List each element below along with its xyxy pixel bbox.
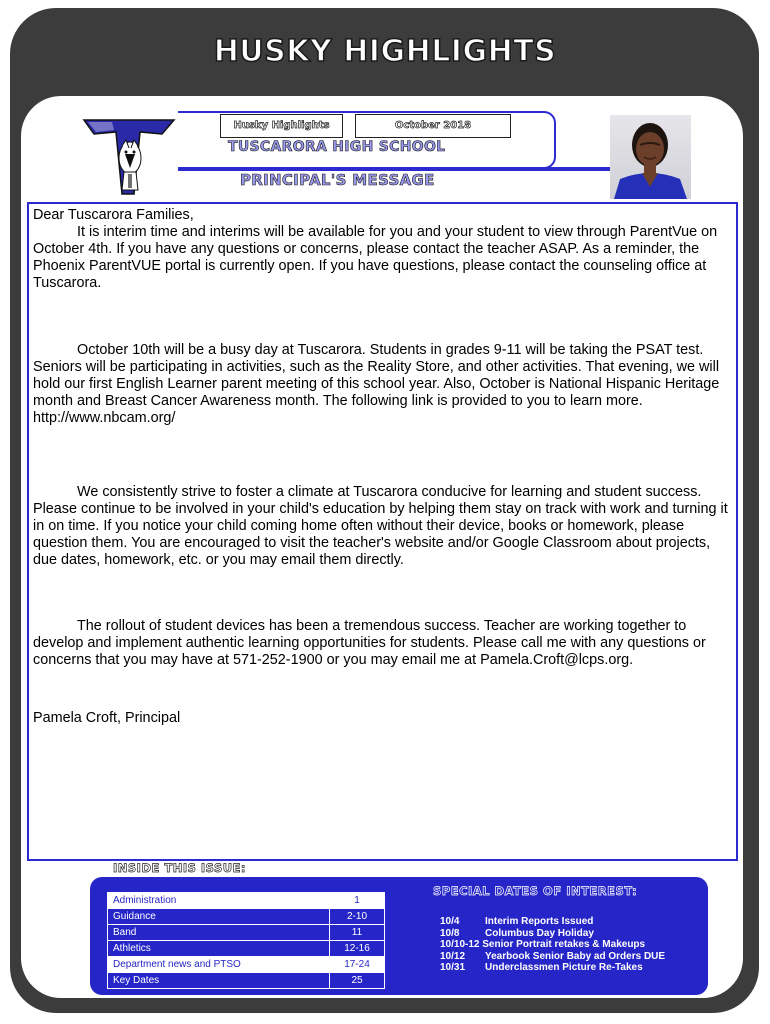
letter-paragraph-1: It is interim time and interims will be available for you and your student to view through ParentVue on October 4th. If you have any questions or concerns, please contact the teacher ASAP. As a reminder, the Phoenix ParentVUE portal is currently open. If you have questions, please contact the counseling office at Tuscarora.: [33, 224, 718, 291]
section-title: PRINCIPAL'S MESSAGE: [240, 171, 435, 189]
toc-item-page: 25: [330, 973, 385, 989]
date-value: 10/4: [440, 916, 460, 927]
toc-item-page: 12-16: [330, 941, 385, 957]
table-row: [108, 941, 385, 957]
principal-letter: [33, 207, 735, 727]
letter-paragraph-4: The rollout of student devices has been a tremendous success. Teacher are working together to develop and implement authentic learning opportunities for students. Please call me with any questions or concerns that you may have at 571-252-1900 or you may email me at Pamela.Croft@lcps.org.: [33, 618, 706, 668]
table-row: [108, 909, 385, 925]
toc-item-name: Key Dates: [108, 973, 330, 989]
date-value: 10/31: [440, 962, 466, 973]
letter-paragraph-3: We consistently strive to foster a climate at Tuscarora conducive for learning and student success. Please continue to be involved in your child's education by helping them stay on track with work and turning it in on time. If you notice your child coming home often without their device, books or homework, please question them. You are encouraged to visit the teacher's website and/or Google Classroom about projects, due dates, homework, etc. or you may email them directly.: [33, 484, 728, 568]
list-item: [440, 939, 665, 951]
table-row: [108, 893, 385, 909]
newsletter-name-tag: Husky Highlights: [220, 114, 343, 138]
issue-date-tag: October 2018: [355, 114, 511, 138]
inside-issue-table: [107, 892, 385, 989]
date-value: 10/12: [440, 950, 466, 962]
list-item: [440, 951, 665, 963]
letter-signature: Pamela Croft, Principal: [33, 710, 181, 726]
letter-greeting: Dear Tuscarora Families,: [33, 207, 194, 223]
date-event: Underclassmen Picture Re-Takes: [485, 962, 643, 973]
toc-item-name: Guidance: [108, 909, 330, 925]
date-event: Interim Reports Issued: [485, 916, 594, 927]
toc-item-name: Administration: [108, 893, 330, 909]
special-dates-title: SPECIAL DATES OF INTEREST:: [433, 884, 638, 898]
toc-item-page: 1: [330, 893, 385, 909]
list-item: [440, 928, 665, 940]
list-item: [440, 916, 665, 928]
letter-paragraph-2: October 10th will be a busy day at Tuscarora. Students in grades 9-11 will be taking the PSAT test. Seniors will be participating in activities, such as the Reality Store, and other activities. That evening, we will hold our first English Learner parent meeting of this school year. Also, October is National Hispanic Heritage month and Breast Cancer Awareness month. The following link is provided to you to learn more. http://www.nbcam.org/: [33, 342, 720, 426]
special-dates-list: [440, 916, 665, 974]
principal-portrait-icon: [610, 115, 691, 199]
toc-item-name: Athletics: [108, 941, 330, 957]
table-row: [108, 973, 385, 989]
date-event: Senior Portrait retakes & Makeups: [482, 939, 646, 950]
date-event: Yearbook Senior Baby ad Orders DUE: [485, 950, 666, 962]
toc-item-page: 2-10: [330, 909, 385, 925]
list-item: [440, 962, 665, 974]
date-value: 10/8: [440, 927, 460, 939]
school-name: TUSCARORA HIGH SCHOOL: [228, 139, 446, 155]
table-row: [108, 925, 385, 941]
toc-item-page: 17-24: [330, 957, 385, 973]
date-value: 10/10-12: [440, 939, 480, 950]
toc-item-name: Band: [108, 925, 330, 941]
toc-item-name: Department news and PTSO: [108, 957, 330, 973]
date-event: Columbus Day Holiday: [485, 927, 594, 939]
toc-item-page: 11: [330, 925, 385, 941]
husky-t-logo-icon: [82, 118, 176, 196]
portrait-graphic: [610, 115, 691, 199]
masthead-title: HUSKY HIGHLIGHTS: [213, 34, 557, 69]
inside-issue-title: INSIDE THIS ISSUE:: [113, 861, 247, 875]
table-row: [108, 957, 385, 973]
